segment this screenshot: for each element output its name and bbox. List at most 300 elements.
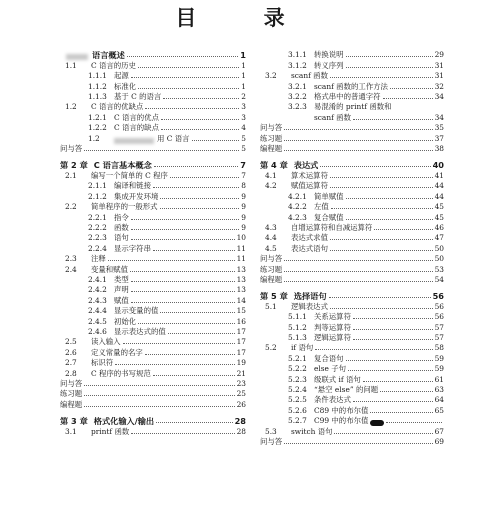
toc-page-number: 44	[434, 191, 444, 201]
toc-entry-title: 用 C 语言	[157, 133, 190, 143]
leader-dots	[346, 198, 433, 199]
toc-entry-title: C 程序的书写规范	[91, 368, 151, 378]
leader-dots	[380, 391, 432, 392]
toc-entry[interactable]	[260, 233, 444, 243]
toc-entry-title: 赋值运算符	[291, 181, 328, 191]
toc-chapter-entry[interactable]	[60, 416, 246, 426]
leader-dots	[154, 166, 239, 167]
toc-entry-number: 2.4.4	[88, 306, 107, 316]
toc-entry-number: 5.2.2	[288, 364, 307, 374]
toc-entry-title: 问与答	[260, 437, 283, 447]
toc-page-number: 9	[241, 202, 246, 212]
toc-entry-number: 2.3	[65, 254, 77, 264]
toc-entry[interactable]	[260, 50, 444, 60]
toc-entry[interactable]	[60, 337, 246, 347]
toc-entry-number: 2.2.4	[88, 243, 107, 253]
toc-entry-title: 显示表达式的值	[114, 326, 166, 336]
toc-page-number: 10	[236, 233, 246, 243]
toc-page-number: 34	[434, 92, 444, 102]
toc-page-number: 1	[241, 81, 246, 91]
toc-entry[interactable]	[60, 102, 246, 112]
toc-page-number: 25	[236, 389, 246, 399]
leader-dots	[284, 271, 432, 272]
toc-entry-number: 4.2.1	[288, 191, 307, 201]
toc-entry[interactable]	[60, 191, 246, 201]
toc-entry[interactable]	[60, 316, 246, 326]
toc-entry-title: 语言概述	[92, 50, 125, 61]
toc-entry-title: 定义常量的名字	[91, 347, 143, 357]
toc-page-number: 32	[434, 81, 444, 91]
toc-entry-title: “悬空 else” 的问题	[314, 385, 379, 394]
toc-entry[interactable]	[60, 389, 246, 399]
toc-entry-title: printf 函数	[91, 426, 130, 436]
toc-entry-number: 5.2.1	[288, 353, 307, 363]
toc-entry-number: 5.1	[265, 301, 277, 311]
toc-entry-number: 1.2	[88, 133, 100, 143]
toc-entry-number: 1.1.2	[88, 81, 107, 91]
leader-dots	[145, 108, 239, 109]
toc-entry-number: 5.2.5	[288, 395, 307, 405]
toc-entry-number: 5.3	[265, 426, 277, 436]
leader-dots	[161, 119, 239, 120]
leader-dots	[130, 271, 235, 272]
leader-dots	[284, 260, 432, 261]
toc-page-number: 28	[234, 416, 246, 427]
toc-entry-number: 2.1.2	[88, 191, 107, 201]
leader-dots	[284, 281, 432, 282]
toc-entry-title: 赋值	[114, 295, 129, 305]
toc-page-number: 28	[236, 426, 246, 436]
toc-entry-title: 问与答	[260, 254, 283, 264]
toc-entry-title: 问与答	[60, 144, 83, 154]
leader-dots	[383, 98, 433, 99]
toc-page-number: 1	[241, 60, 246, 70]
toc-entry-number: 1.1.1	[88, 71, 107, 81]
toc-entry-title: 练习题	[260, 133, 283, 143]
toc-entry-title: 选择语句	[293, 291, 327, 302]
toc-page-number: 50	[434, 254, 444, 264]
leader-dots	[346, 219, 433, 220]
leader-dots	[131, 302, 235, 303]
toc-entry[interactable]	[60, 254, 246, 264]
toc-entry[interactable]	[60, 264, 246, 274]
toc-entry-title: 表达式	[293, 160, 319, 171]
toc-page-number: 69	[434, 437, 444, 447]
toc-entry-number: 2.2.1	[88, 212, 107, 222]
toc-page-number: 47	[434, 233, 444, 243]
toc-entry-title: scanf 函数的工作方法	[314, 81, 388, 91]
leader-dots	[115, 364, 234, 365]
toc-entry-title: 关系运算符	[314, 312, 351, 322]
toc-entry[interactable]	[60, 144, 246, 154]
toc-entry-title: else 子句	[314, 364, 347, 374]
toc-entry[interactable]	[260, 322, 444, 332]
leader-dots	[353, 329, 433, 330]
toc-entry-title: 易混淆的 printf 函数和	[314, 102, 392, 112]
toc-entry-title: 编程题	[260, 274, 283, 284]
toc-entry[interactable]	[260, 102, 444, 112]
toc-entry-title: 编程题	[60, 399, 83, 409]
toc-entry-title: C99 中的布尔值	[314, 416, 369, 426]
toc-entry-title: 逻辑运算符	[314, 332, 351, 342]
leader-dots	[156, 422, 233, 423]
toc-page-number: 45	[434, 212, 444, 222]
leader-dots	[192, 140, 240, 141]
toc-entry-title: 复合赋值	[314, 212, 344, 222]
leader-dots	[346, 56, 433, 57]
toc-page-number: 9	[241, 212, 246, 222]
toc-entry[interactable]	[60, 379, 246, 389]
toc-entry[interactable]	[260, 181, 444, 191]
toc-entry[interactable]	[260, 112, 444, 122]
toc-entry[interactable]	[60, 233, 246, 243]
toc-entry-title: C 语言的优缺点	[91, 102, 144, 112]
toc-page-number: 38	[434, 144, 444, 154]
toc-page-number: 5	[241, 144, 246, 154]
leader-dots	[346, 360, 433, 361]
toc-entry-number: 2.1.1	[88, 181, 107, 191]
leader-dots	[163, 98, 239, 99]
toc-entry-title: 格式化输入/输出	[93, 416, 155, 427]
toc-entry[interactable]	[260, 264, 444, 274]
leader-dots	[131, 219, 240, 220]
toc-page-number: 53	[434, 264, 444, 274]
toc-entry-title: switch 语句	[291, 426, 333, 436]
toc-entry-number: 2.4.1	[88, 274, 107, 284]
toc-entry-title: if 语句	[291, 343, 314, 353]
toc-page-number: 58	[434, 343, 444, 353]
toc-entry-title: 复合语句	[314, 353, 344, 363]
toc-entry-title: 逻辑表达式	[291, 301, 328, 311]
leader-dots	[138, 88, 239, 89]
toc-entry[interactable]	[60, 81, 246, 91]
leader-dots	[330, 250, 433, 251]
toc-entry-title: 读入输入	[91, 337, 121, 347]
toc-entry-title: 类型	[114, 274, 129, 284]
redacted-mark	[66, 54, 88, 60]
toc-entry[interactable]	[260, 426, 444, 436]
toc-page-number: 17	[236, 326, 246, 336]
toc-entry[interactable]	[60, 275, 246, 285]
leader-dots	[168, 333, 235, 334]
toc-entry[interactable]	[260, 81, 444, 91]
toc-entry[interactable]	[260, 71, 444, 81]
leader-dots	[84, 395, 234, 396]
toc-entry-number: 2.4.2	[88, 285, 107, 295]
toc-entry[interactable]	[260, 385, 444, 395]
toc-page-number: 67	[434, 426, 444, 436]
toc-entry-title: C89 中的布尔值	[314, 405, 369, 415]
leader-dots	[131, 77, 240, 78]
toc-page-number: 59	[434, 353, 444, 363]
toc-entry-title: 表达式语句	[291, 243, 328, 253]
toc-page-number: 5	[241, 133, 246, 143]
toc-entry[interactable]	[260, 301, 444, 311]
toc-entry[interactable]	[60, 358, 246, 368]
leader-dots	[160, 198, 239, 199]
toc-entry-title: 简单赋值	[314, 191, 344, 201]
toc-page-number: 9	[241, 222, 246, 232]
toc-title: 目 录	[175, 6, 315, 30]
leader-dots	[161, 129, 239, 130]
toc-entry-title: 编译和链接	[114, 181, 151, 191]
toc-entry-title: 编程题	[260, 144, 283, 154]
toc-entry[interactable]	[60, 243, 246, 253]
toc-entry[interactable]	[260, 144, 444, 154]
toc-entry[interactable]	[260, 343, 444, 353]
toc-page-number: 14	[236, 295, 246, 305]
leader-dots	[127, 56, 239, 57]
toc-entry-number: 1.2.2	[88, 123, 107, 133]
toc-page-number: 63	[434, 385, 444, 394]
toc-page-number: 57	[434, 322, 444, 332]
toc-entry[interactable]	[60, 212, 246, 222]
toc-entry[interactable]	[260, 223, 444, 233]
toc-entry-title: 指令	[114, 212, 129, 222]
toc-chapter-entry[interactable]	[260, 160, 444, 170]
toc-entry-title: scanf 函数	[291, 71, 328, 81]
leader-dots	[315, 349, 432, 350]
toc-entry[interactable]	[260, 191, 444, 201]
toc-entry-number: 1.2	[65, 102, 77, 112]
toc-entry-title: 标准化	[114, 81, 137, 91]
toc-entry[interactable]	[260, 170, 444, 180]
toc-page-number: 54	[434, 274, 444, 284]
toc-page-number: 45	[434, 202, 444, 212]
toc-page-number: 56	[434, 301, 444, 311]
toc-entry-title: 左值	[314, 202, 329, 212]
toc-entry-title: 练习题	[60, 389, 83, 399]
toc-page-number: 26	[236, 399, 246, 409]
toc-entry[interactable]	[60, 295, 246, 305]
leader-dots	[284, 129, 432, 130]
toc-page-number: 57	[434, 332, 444, 342]
toc-page-number: 56	[434, 312, 444, 322]
toc-entry[interactable]	[260, 353, 444, 363]
leader-dots	[131, 281, 235, 282]
toc-chapter-entry[interactable]	[60, 160, 246, 170]
toc-entry-number: 5.2.7	[288, 416, 307, 426]
toc-entry[interactable]	[260, 395, 444, 405]
toc-page-number: 44	[434, 181, 444, 191]
leader-dots	[330, 77, 433, 78]
toc-chapter-entry[interactable]	[60, 50, 246, 60]
toc-entry-title: 条件表达式	[314, 395, 351, 405]
toc-page-number: 7	[241, 170, 246, 180]
toc-entry[interactable]	[260, 374, 444, 384]
leader-dots	[145, 354, 235, 355]
toc-page-number: 40	[432, 160, 444, 171]
toc-entry-number: 第 2 章	[60, 160, 88, 171]
toc-chapter-entry[interactable]	[260, 291, 444, 301]
toc-entry-title: C 语言的缺点	[114, 123, 159, 133]
toc-entry-number: 4.5	[265, 243, 277, 253]
toc-page-number: 19	[236, 358, 246, 368]
leader-dots	[320, 166, 430, 167]
toc-page-number: 31	[434, 60, 444, 70]
toc-entry-number: 3.2.3	[288, 102, 307, 112]
toc-page-number: 3	[241, 112, 246, 122]
leader-dots	[153, 187, 239, 188]
toc-entry-number: 2.4.6	[88, 326, 107, 336]
toc-entry-number: 3.1.2	[288, 60, 307, 70]
toc-page-number: 17	[236, 347, 246, 357]
toc-entry[interactable]	[60, 202, 246, 212]
toc-page-number: 16	[236, 316, 246, 326]
toc-entry[interactable]	[260, 254, 444, 264]
toc-page-number: 8	[241, 181, 246, 191]
toc-entry-number: 1.1.3	[88, 92, 107, 102]
leader-dots	[131, 433, 234, 434]
toc-entry-title: 练习题	[260, 264, 283, 274]
toc-entry-number: 5.2.6	[288, 405, 307, 415]
toc-entry[interactable]	[60, 123, 246, 133]
toc-entry-number: 5.1.2	[288, 322, 307, 332]
toc-entry-title: 语句	[114, 233, 129, 243]
toc-entry[interactable]	[60, 426, 246, 436]
toc-entry[interactable]	[60, 347, 246, 357]
leader-dots	[330, 177, 433, 178]
toc-entry[interactable]	[60, 112, 246, 122]
toc-page-number: 11	[236, 254, 246, 264]
toc-entry-number: 5.1.3	[288, 332, 307, 342]
toc-entry-title: 标识符	[91, 358, 114, 368]
toc-entry-number: 4.2.2	[288, 202, 307, 212]
toc-entry-title: 函数	[114, 222, 129, 232]
toc-entry-title: 算术运算符	[291, 170, 328, 180]
leader-dots	[363, 381, 433, 382]
toc-entry[interactable]	[60, 181, 246, 191]
leader-dots	[284, 140, 432, 141]
toc-page-number: 23	[236, 379, 246, 388]
leader-dots	[153, 375, 235, 376]
toc-entry-title: 显示变量的值	[114, 306, 159, 316]
toc-entry[interactable]	[260, 364, 444, 374]
toc-page-number: 29	[434, 50, 444, 60]
toc-page-number: 1	[240, 50, 246, 61]
toc-page-number: 56	[432, 291, 444, 302]
toc-entry-number: 4.2.3	[288, 212, 307, 222]
toc-entry-number: 4.2	[265, 181, 277, 191]
toc-entry-title: 起源	[114, 71, 129, 81]
toc-entry-number: 2.5	[65, 337, 77, 347]
toc-entry-title: 问与答	[60, 379, 83, 388]
leader-dots	[331, 208, 433, 209]
leader-dots	[353, 318, 433, 319]
toc-entry-number: 2.1	[65, 170, 77, 180]
toc-column-left	[60, 50, 246, 437]
toc-entry[interactable]	[60, 285, 246, 295]
toc-entry-title: scanf 函数	[314, 112, 351, 122]
leader-dots	[330, 187, 433, 188]
leader-dots	[153, 250, 235, 251]
toc-entry[interactable]	[260, 437, 444, 447]
toc-entry-title: 声明	[114, 285, 129, 295]
leader-dots	[138, 323, 234, 324]
toc-entry[interactable]	[260, 312, 444, 322]
toc-entry-title: 判等运算符	[314, 322, 351, 332]
c99-badge-icon	[370, 420, 384, 426]
toc-entry-number: 5.1.1	[288, 312, 307, 322]
redacted-mark	[114, 138, 154, 144]
toc-entry-number: 5.2.3	[288, 374, 307, 384]
toc-entry[interactable]	[60, 306, 246, 316]
leader-dots	[160, 208, 240, 209]
toc-entry-number: 3.1.1	[288, 50, 307, 60]
toc-entry-number: 4.1	[265, 170, 277, 180]
toc-page-number: 13	[236, 285, 246, 295]
toc-entry[interactable]	[260, 92, 444, 102]
toc-page-number: 41	[434, 170, 444, 180]
toc-entry[interactable]	[60, 399, 246, 409]
leader-dots	[348, 370, 433, 371]
toc-entry-number: 2.2.3	[88, 233, 107, 243]
toc-entry[interactable]	[60, 71, 246, 81]
leader-dots	[84, 406, 234, 407]
toc-entry-title: C 语言的优点	[114, 112, 159, 122]
toc-entry-title: 级联式 if 语句	[314, 374, 361, 384]
toc-entry[interactable]	[60, 327, 246, 337]
toc-entry[interactable]	[60, 170, 246, 180]
toc-entry-number: 5.2.4	[288, 385, 307, 394]
toc-entry[interactable]	[260, 133, 444, 143]
toc-entry[interactable]	[60, 368, 246, 378]
leader-dots	[108, 260, 235, 261]
toc-entry[interactable]	[260, 405, 444, 415]
toc-entry-number: 3.2	[265, 71, 277, 81]
leader-dots	[334, 433, 432, 434]
toc-page-number: 2	[241, 92, 246, 102]
toc-entry[interactable]	[60, 92, 246, 102]
toc-entry-number: 第 3 章	[60, 416, 88, 427]
toc-entry[interactable]	[260, 275, 444, 285]
toc-entry-title: 集成开发环境	[114, 191, 159, 201]
toc-entry[interactable]	[260, 212, 444, 222]
toc-entry[interactable]	[260, 202, 444, 212]
leader-dots	[386, 422, 442, 423]
toc-entry[interactable]	[260, 243, 444, 253]
toc-entry-title: 转换说明	[314, 50, 344, 60]
toc-page-number: 17	[236, 337, 246, 347]
toc-entry[interactable]	[60, 60, 246, 70]
toc-page-number: 61	[434, 374, 444, 384]
toc-entry[interactable]	[60, 223, 246, 233]
toc-entry-title: 注释	[91, 254, 106, 264]
toc-page-number: 59	[434, 364, 444, 374]
toc-page-number: 21	[236, 368, 246, 378]
toc-entry-title: 初始化	[114, 316, 137, 326]
toc-entry-number: 2.8	[65, 368, 77, 378]
toc-entry-title: 基于 C 的语言	[114, 92, 162, 102]
leader-dots	[353, 119, 433, 120]
toc-entry-number: 1.2.1	[88, 112, 107, 122]
toc-entry[interactable]	[260, 333, 444, 343]
toc-page-number: 34	[434, 112, 444, 122]
leader-dots	[374, 229, 432, 230]
toc-entry-number: 2.6	[65, 347, 77, 357]
toc-entry[interactable]	[260, 123, 444, 133]
toc-page-number: 1	[241, 71, 246, 81]
toc-entry[interactable]	[260, 60, 444, 70]
toc-entry[interactable]	[260, 416, 444, 426]
toc-entry-number: 5.2	[265, 343, 277, 353]
toc-entry[interactable]	[60, 133, 246, 143]
leader-dots	[330, 239, 433, 240]
leader-dots	[131, 229, 240, 230]
toc-page-number: 15	[236, 306, 246, 316]
toc-entry-title: C 语言基本概念	[93, 160, 152, 171]
toc-page-number: 4	[241, 123, 246, 133]
